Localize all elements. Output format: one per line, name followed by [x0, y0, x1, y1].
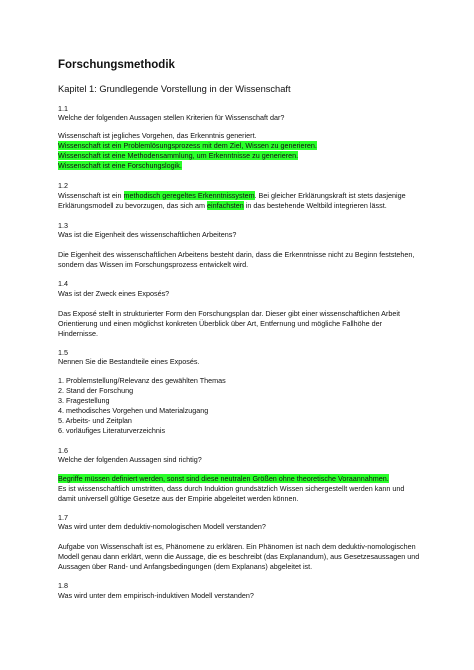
question-number: 1.6 — [58, 446, 68, 455]
highlighted-answer: Wissenschaft ist eine Forschungslogik. — [58, 161, 182, 170]
question-text: Was wird unter dem deduktiv-nomologischen Modell verstanden? — [58, 522, 266, 531]
question-number: 1.5 — [58, 348, 68, 357]
answer-line: Es ist wissenschaftlich umstritten, dass durch Induktion grundsätzlich Wissen sichergestellt werden kann und — [58, 484, 405, 493]
answer-line — [58, 191, 406, 201]
question-text: Was ist die Eigenheit des wissenschaftlichen Arbeitens? — [58, 230, 237, 239]
answer-line: Aufgabe von Wissenschaft ist es, Phänomene zu erklären. Ein Phänomen ist nach dem deduktiv-nomologischen — [58, 542, 416, 551]
highlighted-answer: Wissenschaft ist ein Problemlösungsprozess mit dem Ziel, Wissen zu generieren. — [58, 141, 317, 150]
question-text: Welche der folgenden Aussagen sind richtig? — [58, 455, 202, 464]
question-text: Nennen Sie die Bestandteile eines Exposés. — [58, 357, 200, 366]
answer-line: Modell genau dann erklärt, wenn die Aussage, die es beschreibt (das Explanandum), aus Gesetzesaussagen und — [58, 552, 420, 561]
highlighted-term: methodisch geregeltes Erkenntnissystem — [123, 191, 255, 200]
document-title: Forschungsmethodik — [58, 59, 175, 71]
question-text: Was ist der Zweck eines Exposés? — [58, 289, 170, 298]
chapter-heading: Kapitel 1: Grundlegende Vorstellung in der Wissenschaft — [58, 84, 291, 94]
list-item: 5. Arbeits- und Zeitplan — [58, 416, 132, 425]
list-item: 1. Problemstellung/Relevanz des gewählten Themas — [58, 376, 226, 385]
answer-line: Die Eigenheit des wissenschaftlichen Arbeitens besteht darin, dass die Erkenntnisse nicht zu Beginn feststehen, — [58, 250, 415, 259]
question-text: Welche der folgenden Aussagen stellen Kriterien für Wissenschaft dar? — [58, 113, 285, 122]
question-text: Was wird unter dem empirisch-induktiven Modell verstanden? — [58, 591, 254, 600]
answer-line — [58, 201, 387, 211]
answer-text: Wissenschaft ist ein — [58, 191, 124, 200]
list-item: 3. Fragestellung — [58, 396, 110, 405]
list-item: 4. methodisches Vorgehen und Materialzugang — [58, 406, 209, 415]
question-number: 1.8 — [58, 581, 68, 590]
question-number: 1.4 — [58, 279, 68, 288]
answer-line: Wissenschaft ist jegliches Vorgehen, das Erkenntnis generiert. — [58, 131, 257, 140]
answer-line: Orientierung und einen möglichst konkreten Überblick über Art, Entfernung und mögliche Fallhöhe der — [58, 319, 383, 328]
answer-text: in das bestehende Weltbild integrieren lässt. — [243, 201, 387, 210]
highlighted-term: einfachsten — [207, 201, 244, 210]
answer-text: Erklärungsmodell zu bevorzugen, das sich am — [58, 201, 208, 210]
answer-line: Hindernisse. — [58, 329, 98, 338]
highlighted-answer: Begriffe müssen definiert werden, sonst sind diese neutralen Größen ohne theoretische Voraannahmen. — [58, 474, 389, 483]
question-number: 1.7 — [58, 513, 68, 522]
answer-line: sondern das Wissen im Forschungsprozess entwickelt wird. — [58, 260, 249, 269]
list-item: 6. vorläufiges Literaturverzeichnis — [58, 426, 166, 435]
answer-text: . Bei gleicher Erklärungskraft ist stets dasjenige — [254, 191, 406, 200]
question-number: 1.1 — [58, 104, 68, 113]
answer-line: Das Exposé stellt in strukturierter Form den Forschungsplan dar. Dieser gibt einer wissenschaftlichen Arbeit — [58, 309, 400, 318]
answer-line: Aussagen über Rand- und Anfangsbedingungen (dem Explanans) abgeleitet ist. — [58, 562, 313, 571]
highlighted-answer: Wissenschaft ist eine Methodensammlung, um Erkenntnisse zu generieren. — [58, 151, 299, 160]
list-item: 2. Stand der Forschung — [58, 386, 134, 395]
answer-line: damit universell gültige Gesetze aus der Empirie abgeleitet werden können. — [58, 494, 299, 503]
question-number: 1.2 — [58, 181, 68, 190]
question-number: 1.3 — [58, 221, 68, 230]
